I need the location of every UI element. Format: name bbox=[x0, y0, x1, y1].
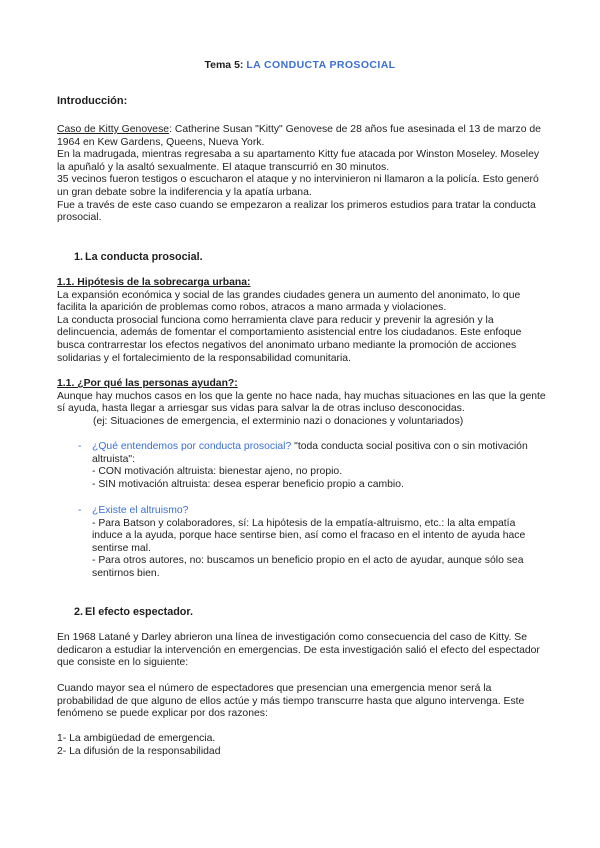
page-title bbox=[0, 59, 600, 72]
bullet-prosocial-definition bbox=[78, 441, 538, 490]
subsection-urban-overload-text-2: La conducta prosocial funciona como herramienta clave para reducir y prevenir la agresión y la delincuencia, además de fomentar el comportamiento asistencial entre los ciudadanos. Este enfoque busca contrarrestar los efectos negativos del anonimato urbano mediante la promoción de acciones solidarias y el fortalecimiento de la responsabilidad comunitaria. bbox=[57, 314, 522, 364]
bullet-altruism-paragraph-2: - Para otros autores, no: buscamos un beneficio propio en el acto de ayudar, aunque sólo sea sentirnos bien. bbox=[92, 555, 524, 579]
section-1-heading bbox=[57, 251, 547, 264]
kitty-paragraph-3: 35 vecinos fueron testigos o escucharon el ataque y no intervinieron ni llamaron a la policía. Esto generó un gran debate sobre la indiferencia y la apatía urbana. bbox=[57, 174, 539, 198]
title-topic: LA CONDUCTA PROSOCIAL bbox=[246, 59, 396, 71]
bullet-altruism-content bbox=[92, 505, 538, 581]
kitty-text: : Catherine Susan "Kitty" Genovese de 28 años fue asesinada el 13 de marzo de 1964 en Kew Gardens, Queens, Nueva York. bbox=[57, 124, 541, 148]
bullet-altruism-paragraph-1: - Para Batson y colaboradores, sí: La hipótesis de la empatía-altruismo, etc.: la alta empatía induce a la ayuda, porque hace sentirse bien, así como el fracaso en el intento de ayuda hace sentirse mal. bbox=[92, 517, 526, 554]
section-2-title: El efecto espectador. bbox=[85, 606, 194, 618]
section-2-number: 2. bbox=[74, 606, 84, 618]
subsection-why-help-text: Aunque hay muchos casos en los que la gente no hace nada, hay muchas situaciones en las que la gente sí ayuda, hasta llegar a arriesgar sus vidas para salvar la de otras incluso desconocidas. bbox=[57, 390, 546, 415]
kitty-paragraph-1 bbox=[57, 124, 547, 149]
title-prefix: Tema 5: bbox=[204, 59, 244, 71]
kitty-section bbox=[57, 124, 547, 225]
subsection-urban-overload-heading: 1.1. Hipótesis de la sobrecarga urbana: bbox=[57, 277, 251, 288]
section-2-heading bbox=[57, 606, 547, 619]
bullet-altruism-question: ¿Existe el altruismo? bbox=[92, 505, 189, 516]
bullet-prosocial-line-2: - SIN motivación altruista: desea esperar beneficio propio a cambio. bbox=[92, 478, 404, 490]
bullet-dash: - bbox=[78, 441, 82, 452]
bystander-paragraph-1: En 1968 Latané y Darley abrieron una línea de investigación como consecuencia del caso de Kitty. Se dedicaron a estudiar la intervención en emergencias. De esta investigación salió el efecto del espectador que consiste en lo siguiente: bbox=[57, 632, 540, 669]
bullet-prosocial-line-1: - CON motivación altruista: bienestar ajeno, no propio. bbox=[92, 466, 343, 478]
bullet-prosocial-definition-text: "toda conducta social positiva con o sin motivación altruista": bbox=[92, 441, 528, 465]
subsection-urban-overload-text: La expansión económica y social de las grandes ciudades genera un aumento del anonimato, lo que facilita la aparición de problemas como robos, atracos a mano armada y violaciones. bbox=[57, 289, 521, 314]
bullet-altruism bbox=[78, 505, 538, 579]
bullet-prosocial-content bbox=[92, 441, 538, 491]
kitty-label: Caso de Kitty Genovese bbox=[57, 124, 170, 135]
subsection-why-help bbox=[57, 378, 547, 428]
bystander-reason-1: 1- La ambigüedad de emergencia. bbox=[57, 733, 216, 744]
bullet-prosocial-question: ¿Qué entendemos por conducta prosocial? bbox=[92, 441, 292, 452]
subsection-urban-overload bbox=[57, 277, 547, 365]
section-1-title: La conducta prosocial. bbox=[85, 251, 203, 263]
kitty-paragraph-4: Fue a través de este caso cuando se empezaron a realizar los primeros estudios para tratar la conducta prosocial. bbox=[57, 199, 536, 224]
bystander-paragraph-2: Cuando mayor sea el número de espectadores que presencian una emergencia menor será la probabilidad de que alguno de ellos actúe y más tiempo transcurre hasta que alguno intervenga. Este fenómeno se puede explicar por dos razones: bbox=[57, 683, 525, 720]
subsection-why-help-example: (ej: Situaciones de emergencia, el exterminio nazi o donaciones y voluntariados) bbox=[93, 415, 464, 427]
section-1-number: 1. bbox=[74, 251, 84, 263]
intro-heading: Introducción: bbox=[57, 95, 128, 107]
bystander-reason-2: 2- La difusión de la responsabilidad bbox=[57, 746, 221, 757]
kitty-paragraph-2: En la madrugada, mientras regresaba a su apartamento Kitty fue atacada por Winston Moseley. Moseley la apuñaló y la asaltó sexualmente. El ataque transcurrió en 30 minutos. bbox=[57, 149, 540, 173]
bullet-dash: - bbox=[78, 505, 82, 516]
subsection-why-help-heading: 1.1. ¿Por qué las personas ayudan?: bbox=[57, 378, 238, 389]
bullet-prosocial-question-line bbox=[92, 441, 538, 466]
